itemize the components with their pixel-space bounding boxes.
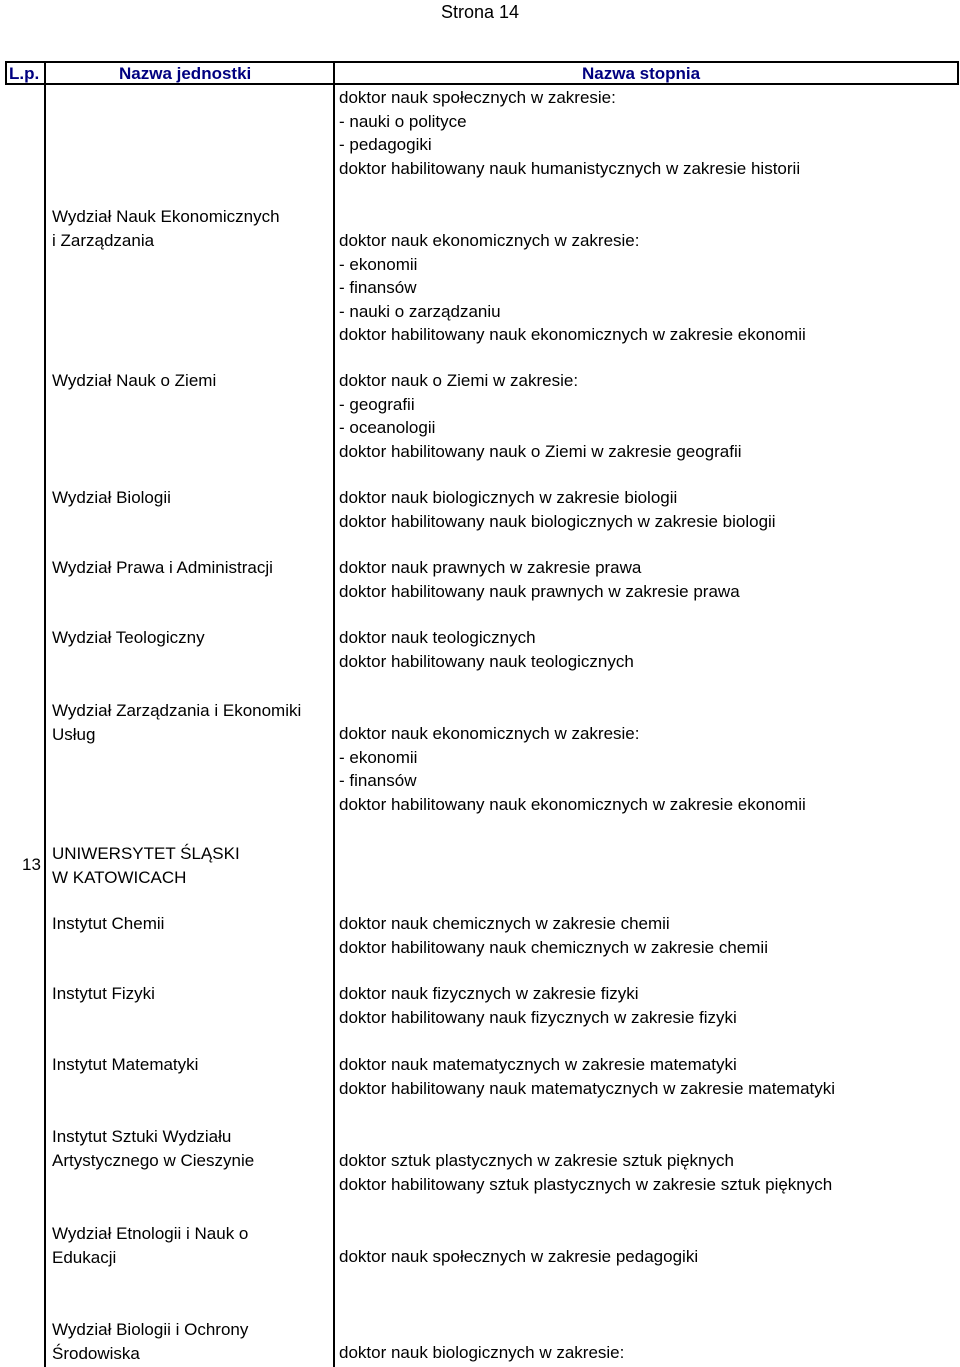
text-line: - oceanologii (339, 418, 436, 437)
unit-name (52, 699, 301, 746)
text-line: Wydział Zarządzania i Ekonomiki (52, 701, 302, 720)
text-line: Wydział Prawa i Administracji (52, 558, 273, 577)
continued-degrees (339, 86, 800, 180)
degree-list (339, 486, 776, 533)
unit-name (52, 369, 216, 393)
text-line: Instytut Matematyki (52, 1055, 199, 1074)
text-line: doktor nauk społecznych w zakresie pedagogiki (339, 1247, 699, 1266)
degree-list (339, 1341, 624, 1365)
text-line: doktor habilitowany sztuk plastycznych w zakresie sztuk pięknych (339, 1174, 833, 1194)
row-number: 13 (22, 855, 41, 874)
text-line: Instytut Sztuki Wydziału (52, 1127, 232, 1146)
degree-list (339, 556, 740, 603)
text-line: doktor nauk teologicznych (339, 628, 536, 647)
text-line: doktor habilitowany nauk chemicznych w zakresie chemii (339, 937, 768, 957)
unit-name (52, 1053, 198, 1077)
text-line: - finansów (339, 278, 417, 297)
unit-name (52, 486, 171, 510)
column-header-degree: Nazwa stopnia (582, 64, 701, 83)
text-line: doktor habilitowany nauk humanistycznych w zakresie historii (339, 158, 801, 178)
degree-list (339, 229, 806, 347)
text-line: - ekonomii (339, 254, 418, 274)
text-line: Artystycznego w Cieszynie (52, 1150, 255, 1170)
text-line: doktor habilitowany nauk ekonomicznych w zakresie ekonomii (339, 325, 806, 344)
text-line: doktor habilitowany nauk ekonomicznych w zakresie ekonomii (339, 794, 806, 814)
table-header-row (5, 61, 959, 85)
text-line: doktor nauk ekonomicznych w zakresie: (339, 231, 640, 250)
text-line: - pedagogiki (339, 135, 432, 154)
degree-list (339, 1053, 835, 1100)
degree-list (339, 1245, 698, 1269)
unit-name (52, 205, 280, 252)
text-line: Wydział Biologii (52, 488, 171, 507)
text-line: doktor sztuk plastycznych w zakresie sztuk pięknych (339, 1151, 734, 1170)
text-line: doktor nauk biologicznych w zakresie: (339, 1343, 625, 1362)
text-line: Wydział Teologiczny (52, 628, 205, 647)
text-line: doktor nauk biologicznych w zakresie biologii (339, 488, 678, 507)
column-header-lp: L.p. (9, 64, 40, 83)
grid-line-right (957, 61, 959, 85)
text-line: doktor habilitowany nauk matematycznych w zakresie matematyki (339, 1078, 836, 1098)
unit-name (52, 1125, 254, 1172)
text-line: doktor habilitowany nauk teologicznych (339, 651, 634, 671)
text-line: doktor habilitowany nauk prawnych w zakresie prawa (339, 581, 740, 601)
unit-name (52, 1318, 248, 1365)
text-line: Wydział Nauk Ekonomicznych (52, 207, 280, 226)
unit-name (52, 556, 273, 580)
unit-name (52, 1222, 248, 1269)
text-line: doktor nauk fizycznych w zakresie fizyki (339, 984, 639, 1003)
text-line: doktor nauk chemicznych w zakresie chemii (339, 914, 670, 933)
degree-list (339, 722, 806, 816)
unit-name (52, 912, 164, 936)
text-line: doktor habilitowany nauk biologicznych w zakresie biologii (339, 511, 776, 531)
text-line: doktor habilitowany nauk o Ziemi w zakresie geografii (339, 441, 742, 461)
text-line: Wydział Nauk o Ziemi (52, 371, 217, 390)
degree-list (339, 369, 742, 463)
degree-list (339, 626, 634, 673)
page-header: Strona 14 (440, 2, 520, 22)
text-line: doktor nauk ekonomicznych w zakresie: (339, 724, 640, 743)
text-line: Usług (52, 724, 96, 744)
text-line: doktor nauk prawnych w zakresie prawa (339, 558, 642, 577)
text-line: W KATOWICACH (52, 867, 187, 887)
text-line: Wydział Biologii i Ochrony (52, 1320, 249, 1339)
text-line: doktor nauk społecznych w zakresie: (339, 88, 616, 107)
unit-name (52, 982, 155, 1006)
text-line: - finansów (339, 771, 417, 790)
text-line: Edukacji (52, 1247, 117, 1267)
text-line: - nauki o polityce (339, 111, 467, 131)
university-name (52, 842, 240, 889)
text-line: - ekonomii (339, 747, 418, 767)
text-line: UNIWERSYTET ŚLĄSKI (52, 844, 240, 863)
grid-line-unit (333, 61, 335, 1367)
text-line: doktor nauk matematycznych w zakresie matematyki (339, 1055, 737, 1074)
column-header-unit: Nazwa jednostki (119, 64, 252, 83)
text-line: Środowiska (52, 1343, 140, 1363)
text-line: Instytut Chemii (52, 914, 165, 933)
grid-line-left (5, 61, 7, 85)
unit-name (52, 626, 205, 650)
degree-list (339, 982, 737, 1029)
text-line: Wydział Etnologii i Nauk o (52, 1224, 249, 1243)
text-line: - geografii (339, 394, 415, 414)
text-line: i Zarządzania (52, 230, 155, 250)
text-line: Instytut Fizyki (52, 984, 155, 1003)
text-line: doktor nauk o Ziemi w zakresie: (339, 371, 579, 390)
text-line: - nauki o zarządzaniu (339, 301, 501, 321)
degree-list (339, 912, 768, 959)
degree-list (339, 1149, 832, 1196)
text-line: doktor habilitowany nauk fizycznych w zakresie fizyki (339, 1007, 737, 1027)
grid-line-lp (44, 61, 46, 1367)
